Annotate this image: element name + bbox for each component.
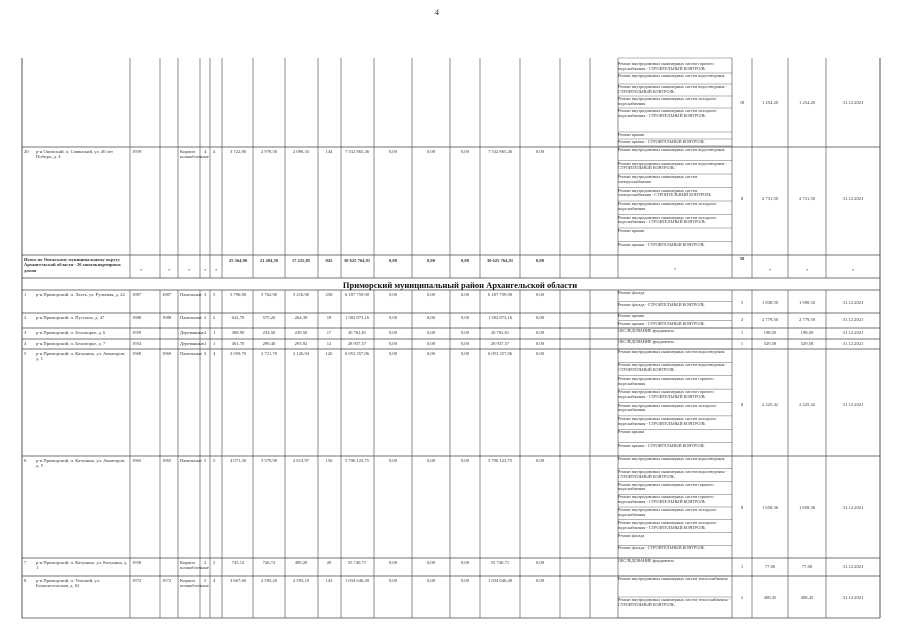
owned-area: 2 613,97: [292, 458, 310, 463]
completion-date: 31.12.2021: [842, 341, 864, 346]
completion-date: 31.12.2021: [842, 300, 864, 305]
funding-federal: 0,00: [388, 341, 398, 346]
work-item: Ремонт внутридомовых инженерных систем холодного водоснабжения - СТРОИТЕЛЬНЫЙ КОНТРОЛЬ: [618, 109, 717, 118]
work-item: Ремонт внутридомовых инженерных систем теплоснабжения: [618, 577, 728, 581]
work-item: Ремонт фасада: [618, 291, 645, 295]
funding-federal: 0,00: [388, 292, 398, 297]
row-number: 2: [24, 315, 27, 320]
funding-regional: 0,00: [426, 315, 436, 320]
work-item: Ремонт внутридомовых инженерных систем горячего водоснабжения - СТРОИТЕЛЬНЫЙ КОНТРОЛЬ: [618, 390, 714, 399]
house-address: р-н Приморский, п. Уемский, ул. Большесельская, д. 63: [36, 578, 100, 589]
wall-material: Деревянные: [180, 341, 204, 346]
floors-count: 2: [204, 341, 207, 346]
house-address: р-н Приморский, п. Катунино, ул. Авиаторов, д. 1: [36, 351, 126, 362]
completion-date: 31.12.2021: [842, 196, 864, 201]
work-count: 18: [739, 100, 745, 105]
total-label: Итого по Онежскому муниципальному округу Архангельской области - 26 многоквартирных домов: [24, 257, 121, 273]
owned-area: 249,50: [294, 330, 308, 335]
entrances-count: 5: [213, 292, 216, 297]
total-star: *: [188, 268, 191, 273]
completion-date: 31.12.2021: [842, 317, 864, 322]
living-area: 5 762,90: [260, 292, 278, 297]
house-address: р-н Приморский, п. Лахть, ул. Ручьевая, д. 22: [36, 292, 125, 297]
row-number: 3: [24, 330, 27, 335]
cost-per-sqm-limit: 2 225,42: [761, 402, 779, 407]
total-area: 3 667,60: [229, 578, 247, 583]
funding-regional: 0,00: [426, 578, 436, 583]
work-item: Ремонт внутридомовых инженерных систем водоотведения - СТРОИТЕЛЬНЫЙ КОНТРОЛЬ: [618, 161, 727, 171]
entrances-count: 2: [213, 315, 216, 320]
row-number: 8: [24, 578, 27, 583]
funding-other: 0,00: [535, 315, 545, 320]
total-star: *: [673, 267, 677, 272]
funding-local-sum: 0,00: [460, 258, 470, 263]
cost-per-sqm-max: 198,50: [800, 330, 814, 335]
year-built: 1959: [132, 330, 142, 335]
owned-area: 489,20: [294, 560, 308, 565]
total-area: 3 059,70: [229, 351, 247, 356]
owned-area: 2 126,94: [292, 351, 310, 356]
house-address: р-н Приморский, п. Катунино, ул. Авиаторов, д. 5: [36, 458, 126, 469]
row-number: 7: [24, 560, 27, 565]
cost-per-sqm-max: 329,58: [800, 341, 814, 346]
entrances-count: 1: [213, 341, 216, 346]
wall-material: Панельные: [180, 292, 202, 297]
funding-federal: 0,00: [388, 149, 398, 154]
floors-count: 2: [204, 560, 207, 565]
repair-cost-total: 6 053 357,06: [344, 351, 370, 356]
total-star: *: [851, 268, 855, 273]
funding-owners: 7 532 865,46: [487, 149, 513, 154]
work-item: Ремонт крыши - СТРОИТЕЛЬНЫЙ КОНТРОЛЬ: [618, 140, 705, 144]
work-item: Ремонт внутридомовых инженерных систем холодного водоснабжения - СТРОИТЕЛЬНЫЙ КОНТРОЛЬ: [618, 520, 717, 530]
funding-federal: 0,00: [388, 560, 398, 565]
work-item: Ремонт внутридомовых инженерных систем водоотведения: [618, 457, 725, 461]
entrances-count: 5: [213, 458, 216, 463]
funding-regional: 0,00: [426, 292, 436, 297]
year-built: 1965: [132, 458, 142, 463]
funding-owners: 1 582 873,16: [487, 315, 513, 320]
owned-area: 5 216,90: [292, 292, 310, 297]
residents-count: 20: [326, 560, 332, 565]
living-area: 3 579,90: [260, 458, 278, 463]
funding-owners: 55 740,71: [490, 560, 510, 565]
work-item: Ремонт крыши - СТРОИТЕЛЬНЫЙ КОНТРОЛЬ: [618, 321, 705, 326]
residents-count: 144: [325, 149, 333, 154]
funding-regional: 0,00: [426, 351, 436, 356]
wall-material: Кирпич шлакоблочные: [180, 149, 209, 160]
house-address: р-н Приморский, п. Катунино, ул. Катунина, д. 1: [36, 560, 128, 571]
work-item: Ремонт внутридомовых инженерных систем холодного водоснабжения - СТРОИТЕЛЬНЫЙ КОНТРОЛЬ: [618, 215, 717, 225]
funding-other: 0,00: [535, 330, 545, 335]
page-number: 4: [435, 8, 439, 17]
total-area: 745,12: [231, 560, 245, 565]
residents-count: 12: [326, 341, 332, 346]
work-item: Ремонт внутридомовых инженерных систем холодного водоснабжения: [618, 97, 717, 106]
work-count: 2: [740, 595, 744, 600]
work-count: 1: [740, 564, 744, 569]
work-item: Ремонт внутридомовых инженерных систем водоотведения - СТРОИТЕЛЬНЫЙ КОНТРОЛЬ: [618, 469, 727, 479]
year-built: 1972: [132, 578, 142, 583]
funding-other-sum: 0,00: [535, 258, 545, 263]
entrances-count: 4: [213, 351, 216, 356]
cost-per-sqm-max: 1 998,50: [798, 300, 816, 305]
living-area: 2 978,50: [260, 149, 278, 154]
work-item: Ремонт внутридомовых инженерных систем электроснабжения - СТРОИТЕЛЬНЫЙ КОНТРОЛЬ: [618, 188, 711, 198]
residents-count: 17: [326, 330, 332, 335]
work-count-sum: 58: [739, 256, 745, 261]
funding-federal-sum: 0,00: [388, 258, 398, 263]
entrances-count: 4: [213, 578, 216, 583]
total-area: 5 796,80: [229, 292, 247, 297]
cost-per-sqm-limit: 329,58: [763, 341, 777, 346]
living-area: 289,40: [262, 341, 276, 346]
house-address: р-н Приморский, п. Беломорье, д. 7: [36, 341, 106, 346]
wall-material: Кирпич шлакоблочные: [180, 578, 209, 589]
completion-date: 31.12.2021: [842, 595, 864, 600]
year-built: 1968: [132, 351, 142, 356]
cost-per-sqm-max: 2 779,50: [798, 317, 816, 322]
completion-date: 31.12.2021: [842, 100, 864, 105]
funding-other: 0,00: [535, 351, 545, 356]
work-item: Ремонт внутридомовых инженерных систем холодного водоснабжения - СТРОИТЕЛЬНЫЙ КОНТРОЛЬ: [618, 416, 717, 426]
repair-cost-total: 55 740,71: [347, 560, 367, 565]
work-item: Ремонт крыши: [618, 430, 645, 435]
residents-count: 143: [325, 578, 333, 583]
owned-area: 264,39: [294, 315, 308, 320]
cost-per-sqm-limit: 1 658,36: [761, 505, 779, 510]
completion-date: 31.12.2021: [842, 564, 864, 569]
living-area: 2 721,70: [260, 351, 278, 356]
row-number: 1: [24, 292, 27, 297]
funding-owners: 1 034 646,49: [487, 578, 513, 583]
row-number: 4: [24, 341, 27, 346]
entrances-count: 1: [213, 330, 216, 335]
row-number: 6: [24, 458, 27, 463]
cost-per-sqm-limit: 2 731,50: [761, 196, 779, 201]
work-item: Ремонт крыши: [618, 314, 645, 318]
total-star: *: [805, 268, 809, 273]
cost-per-sqm-limit: 1 254,20: [761, 100, 779, 105]
work-item: Ремонт фасада - СТРОИТЕЛЬНЫЙ КОНТРОЛЬ: [618, 546, 705, 551]
funding-federal: 0,00: [388, 330, 398, 335]
year-commissioned: 1965: [162, 458, 172, 463]
work-item: Ремонт внутридомовых инженерных систем водоотведения: [618, 74, 725, 78]
repair-cost-total: 20 762,81: [347, 330, 367, 335]
floors-count: 2: [204, 330, 207, 335]
total-area: 461,70: [231, 341, 245, 346]
work-count: 2: [740, 317, 744, 322]
work-item: Ремонт крыши - СТРОИТЕЛЬНЫЙ КОНТРОЛЬ: [618, 242, 705, 247]
repair-cost-total: 7 532 865,46: [344, 149, 370, 154]
funding-local: 0,00: [460, 351, 470, 356]
living-area: 726,72: [262, 560, 276, 565]
residents-count: 156: [325, 458, 333, 463]
year-built: 1958: [132, 560, 142, 565]
living-area: 2 595,20: [260, 578, 278, 583]
wall-material: Панельные: [180, 315, 202, 320]
funding-owners: 5 796 123,75: [487, 458, 513, 463]
completion-date: 31.12.2021: [842, 402, 864, 407]
funding-federal: 0,00: [388, 578, 398, 583]
cost-per-sqm-limit: 2 779,50: [761, 317, 779, 322]
year-built: 1987: [132, 292, 142, 297]
funding-owners: 6 053 357,06: [487, 351, 513, 356]
house-address: р-н Приморский, п. Пустошь, д. 47: [36, 315, 105, 320]
funding-local: 0,00: [460, 149, 470, 154]
total-area: 622,70: [231, 315, 245, 320]
cost-per-sqm-limit: 198,50: [763, 330, 777, 335]
work-item: Ремонт внутридомовых инженерных систем холодного водоснабжения: [618, 403, 717, 413]
funding-local: 0,00: [460, 330, 470, 335]
cost-per-sqm-max: 1 254,20: [798, 100, 816, 105]
entrances-count: 4: [213, 149, 216, 154]
work-item: ОБСЛЕДОВАНИЕ фундамента: [618, 559, 674, 563]
year-built: 1988: [132, 315, 142, 320]
work-item: Ремонт внутридомовых инженерных систем теплоснабжения - СТРОИТЕЛЬНЫЙ КОНТРОЛЬ: [618, 598, 730, 607]
funding-federal: 0,00: [388, 315, 398, 320]
row-number: 20: [24, 149, 29, 154]
completion-date: 31.12.2021: [842, 330, 864, 335]
work-item: Ремонт крыши: [618, 229, 645, 233]
work-count: 1: [740, 341, 744, 346]
cost-per-sqm-max: 1 658,36: [798, 505, 816, 510]
total-star: *: [140, 268, 143, 273]
cost-per-sqm-limit: 77,00: [764, 564, 776, 569]
entrances-count: 2: [213, 560, 216, 565]
work-item: Ремонт крыши: [618, 133, 645, 137]
funding-other: 0,00: [535, 560, 545, 565]
repair-cost-total: 1 582 873,16: [344, 315, 370, 320]
work-item: Ремонт внутридомовых инженерных систем горячего водоснабжения: [618, 376, 714, 386]
wall-material: Кирпич шлакоблочные: [180, 560, 209, 571]
year-commissioned: 1969: [162, 351, 172, 356]
cost-per-sqm-max: 2 731,50: [798, 196, 816, 201]
funding-other: 0,00: [535, 149, 545, 154]
total-area: 4 071,30: [229, 458, 247, 463]
residents-count: 126: [325, 351, 333, 356]
cost-per-sqm-max: 408,45: [800, 595, 814, 600]
total-area-sum: 25 364,90: [228, 258, 248, 263]
total-star: *: [215, 268, 218, 273]
work-item: Ремонт внутридомовых инженерных систем холодного водоснабжения: [618, 202, 717, 211]
cost-per-sqm-max: 2 225,42: [798, 402, 816, 407]
work-item: Ремонт внутридомовых инженерных систем электроснабжения: [618, 175, 698, 184]
floors-count: 5: [204, 578, 207, 583]
residents-count: 258: [325, 292, 333, 297]
living-area: 575,20: [262, 315, 276, 320]
work-item: ОБСЛЕДОВАНИЕ фундамента: [618, 329, 674, 333]
work-item: Ремонт фасада - СТРОИТЕЛЬНЫЙ КОНТРОЛЬ: [618, 302, 705, 307]
owned-area: 2 593,10: [292, 578, 310, 583]
funding-regional: 0,00: [426, 341, 436, 346]
work-item: Ремонт внутридомовых инженерных систем водоотведения - СТРОИТЕЛЬНЫЙ КОНТРОЛЬ: [618, 363, 727, 373]
funding-local: 0,00: [460, 315, 470, 320]
completion-date: 31.12.2021: [842, 505, 864, 510]
floors-count: 3: [204, 292, 207, 297]
year-commissioned: 1987: [162, 292, 172, 297]
year-built: 1959: [132, 149, 142, 154]
section-title: Приморский муниципальный район Архангельской области: [342, 280, 578, 290]
total-area: 368,90: [231, 330, 245, 335]
work-count: 8: [740, 505, 744, 510]
year-commissioned: 1988: [162, 315, 172, 320]
funding-regional: 0,00: [426, 330, 436, 335]
repair-cost-sum: 30 625 764,91: [343, 258, 371, 263]
work-count: 8: [740, 402, 744, 407]
cost-per-sqm-max: 77,00: [801, 564, 813, 569]
work-item: Ремонт внутридомовых инженерных систем горячего водоснабжения - СТРОИТЕЛЬНЫЙ КОНТРОЛЬ: [618, 62, 714, 71]
floors-count: 2: [204, 315, 207, 320]
funding-other: 0,00: [535, 292, 545, 297]
wall-material: Панельные: [180, 458, 202, 463]
funding-federal: 0,00: [388, 351, 398, 356]
work-item: Ремонт внутридомовых инженерных систем водоотведения: [618, 148, 725, 152]
living-area: 234,50: [262, 330, 276, 335]
work-count: 8: [740, 196, 744, 201]
total-star: *: [204, 268, 207, 273]
total-area: 3 722,80: [229, 149, 247, 154]
house-address: р-н Онежский, п. Савинский, ул. 40 лет Победы, д. 4: [36, 149, 114, 160]
cost-per-sqm-limit: 1 838,50: [761, 300, 779, 305]
house-address: р-н Приморский, п. Беломорье, д. 6: [36, 330, 106, 335]
funding-owners-sum: 30 625 764,91: [486, 258, 514, 263]
work-item: Ремонт фасада: [618, 533, 645, 538]
wall-material: Деревянные: [180, 330, 204, 335]
funding-other: 0,00: [535, 458, 545, 463]
funding-local: 0,00: [460, 560, 470, 565]
funding-local: 0,00: [460, 578, 470, 583]
funding-local: 0,00: [460, 458, 470, 463]
work-count: 5: [740, 300, 744, 305]
wall-material: Панельные: [180, 351, 202, 356]
total-star: *: [768, 268, 772, 273]
funding-owners: 20 762,81: [490, 330, 510, 335]
funding-local: 0,00: [460, 292, 470, 297]
floors-count: 3: [204, 351, 207, 356]
total-star: *: [168, 268, 171, 273]
owned-area: 2 096,33: [292, 149, 310, 154]
owned-area-sum: 17 225,85: [291, 258, 311, 263]
cost-per-sqm-limit: 408,45: [763, 595, 777, 600]
repair-cost-total: 28 937,57: [347, 341, 367, 346]
funding-local: 0,00: [460, 341, 470, 346]
owned-area: 293,92: [294, 341, 308, 346]
year-built: 1954: [132, 341, 142, 346]
funding-other: 0,00: [535, 341, 545, 346]
living-area-sum: 21 494,50: [259, 258, 279, 263]
work-item: Ремонт внутридомовых инженерных систем водоотведения: [618, 350, 725, 354]
repair-cost-total: 5 796 123,75: [344, 458, 370, 463]
year-commissioned: 1972: [162, 578, 172, 583]
residents-count: 18: [326, 315, 332, 320]
funding-owners: 28 937,57: [490, 341, 510, 346]
funding-owners: 6 187 759,90: [487, 292, 513, 297]
row-number: 5: [24, 351, 27, 356]
residents-sum: 945: [325, 258, 333, 263]
floors-count: 3: [204, 458, 207, 463]
work-item: Ремонт внутридомовых инженерных систем горячего водоснабжения: [618, 482, 714, 492]
work-item: Ремонт внутридомовых инженерных систем водоотведения - СТРОИТЕЛЬНЫЙ КОНТРОЛЬ: [618, 85, 727, 94]
work-item: Ремонт внутридомовых инженерных систем холодного водоснабжения: [618, 508, 717, 517]
repair-cost-total: 6 187 759,90: [344, 292, 370, 297]
funding-other: 0,00: [535, 578, 545, 583]
work-item: ОБСЛЕДОВАНИЕ фундамента: [618, 340, 674, 344]
work-item: Ремонт внутридомовых инженерных систем горячего водоснабжения - СТРОИТЕЛЬНЫЙ КОНТРОЛЬ: [618, 495, 714, 505]
work-count: 1: [740, 330, 744, 335]
floors-count: 4: [204, 149, 207, 154]
funding-federal: 0,00: [388, 458, 398, 463]
work-item: Ремонт крыши - СТРОИТЕЛЬНЫЙ КОНТРОЛЬ: [618, 443, 705, 448]
funding-regional-sum: 0,00: [426, 258, 436, 263]
repair-cost-total: 1 034 646,49: [344, 578, 370, 583]
funding-regional: 0,00: [426, 149, 436, 154]
funding-regional: 0,00: [426, 458, 436, 463]
funding-regional: 0,00: [426, 560, 436, 565]
